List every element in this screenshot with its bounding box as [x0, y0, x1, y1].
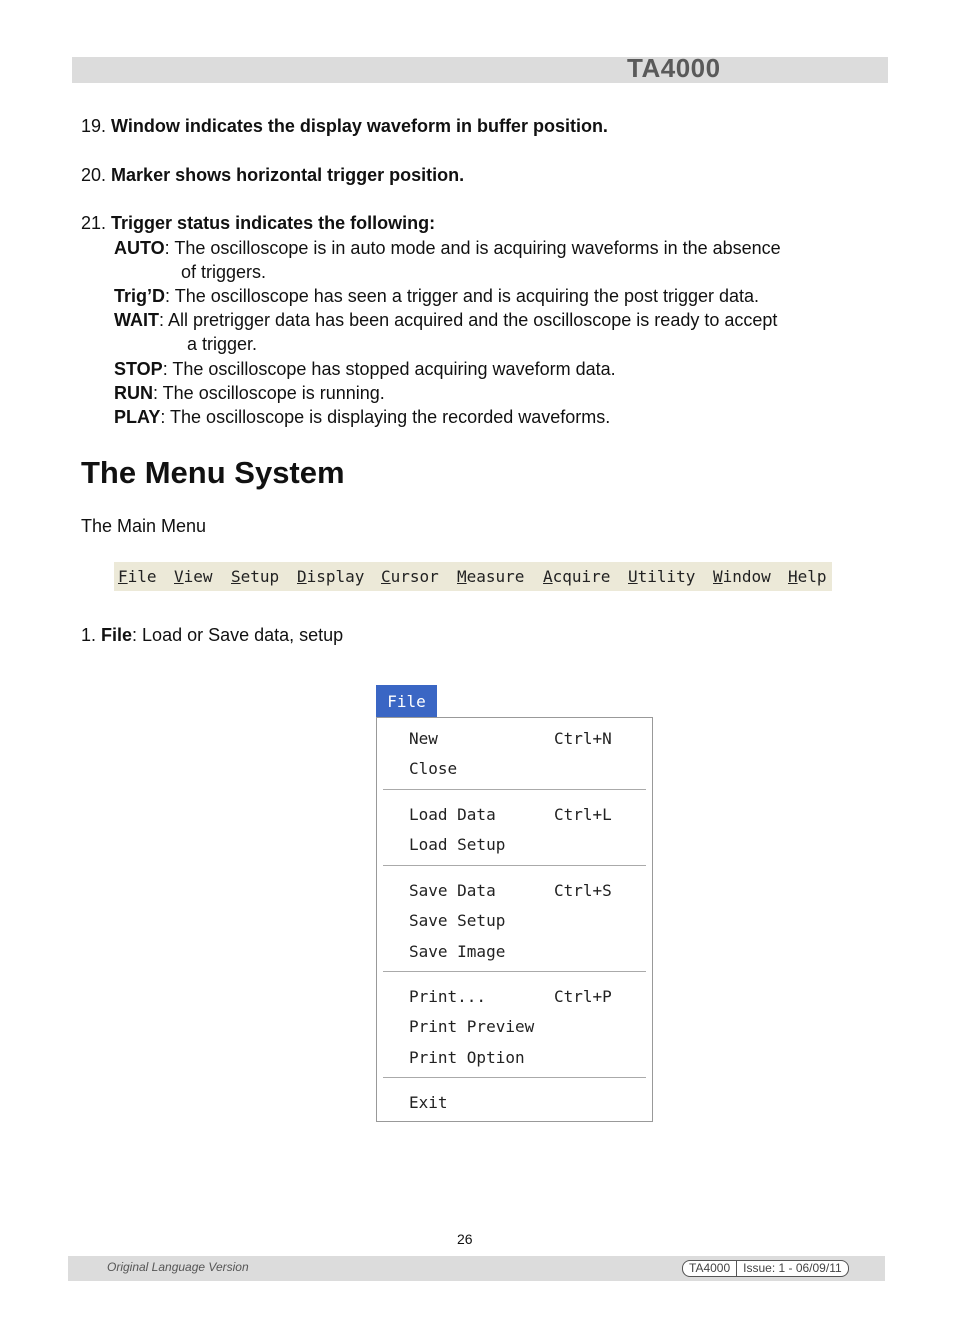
footer-issue: Issue: 1 - 06/09/11	[736, 1261, 848, 1276]
menu-separator	[383, 865, 646, 867]
definition-desc: : All pretrigger data has been acquired and the oscilloscope is ready to accept	[159, 310, 778, 330]
menu-item-save-image[interactable]: Save Image	[409, 942, 506, 961]
file-menu-screenshot	[376, 685, 653, 1122]
item-number: 1.	[81, 625, 97, 645]
menu-item-save-setup[interactable]: Save Setup	[409, 911, 506, 930]
definition-trigd	[114, 284, 874, 308]
file-menu-dropdown	[376, 717, 653, 1122]
definition-term: File	[101, 625, 133, 645]
definition-desc: : The oscilloscope is in auto mode and is acquiring waveforms in the absence	[164, 238, 781, 258]
section-title: The Menu System	[81, 455, 345, 490]
menu-item-close[interactable]: Close	[409, 759, 458, 778]
menu-window[interactable]: Window	[713, 567, 771, 586]
menu-item-print[interactable]: Print...	[409, 987, 487, 1006]
list-item-20	[81, 164, 464, 186]
definition-desc: : The oscilloscope is displaying the recorded waveforms.	[160, 407, 611, 427]
footer-issue-badge	[682, 1260, 849, 1277]
item-text: Window indicates the display waveform in buffer position.	[111, 116, 608, 136]
item-text: Trigger status indicates the following:	[111, 213, 436, 233]
definition-term: AUTO	[114, 238, 165, 258]
item-number: 19.	[81, 116, 107, 136]
menu-acquire[interactable]: Acquire	[543, 567, 611, 586]
menu-display[interactable]: Display	[297, 567, 365, 586]
definition-wait	[114, 308, 874, 356]
menu-help[interactable]: Help	[788, 567, 827, 586]
definition-desc: : The oscilloscope has stopped acquiring waveform data.	[162, 359, 616, 379]
item-number: 20.	[81, 165, 107, 185]
definition-term: STOP	[114, 359, 163, 379]
definition-desc: : The oscilloscope has seen a trigger and is acquiring the post trigger data.	[165, 286, 760, 306]
definition-term: Trig’D	[114, 286, 166, 306]
menu-utility[interactable]: Utility	[628, 567, 696, 586]
definition-run	[114, 381, 874, 405]
footer-language-note: Original Language Version	[107, 1260, 249, 1274]
menu-item-print-preview[interactable]: Print Preview	[409, 1017, 535, 1036]
definition-play	[114, 405, 874, 429]
item-number: 21.	[81, 213, 107, 233]
menu-separator	[383, 1077, 646, 1079]
menu-separator	[383, 971, 646, 973]
menu-item-exit[interactable]: Exit	[409, 1093, 448, 1112]
definition-auto	[114, 236, 874, 284]
menu-item-load-data[interactable]: Load Data	[409, 805, 496, 824]
menu-file[interactable]: File	[118, 567, 157, 586]
definition-desc: : Load or Save data, setup	[132, 625, 344, 645]
shortcut-new: Ctrl+N	[554, 729, 612, 748]
definition-desc-continued: a trigger.	[187, 334, 258, 354]
menu-item-load-setup[interactable]: Load Setup	[409, 835, 506, 854]
menu-item-new[interactable]: New	[409, 729, 438, 748]
file-description	[81, 625, 343, 646]
shortcut-load-data: Ctrl+L	[554, 805, 612, 824]
shortcut-print: Ctrl+P	[554, 987, 612, 1006]
menu-item-save-data[interactable]: Save Data	[409, 881, 496, 900]
section-subhead: The Main Menu	[81, 516, 207, 536]
menu-measure[interactable]: Measure	[457, 567, 525, 586]
item-text: Marker shows horizontal trigger position.	[111, 165, 465, 185]
menu-cursor[interactable]: Cursor	[381, 567, 439, 586]
page-number: 26	[457, 1231, 473, 1247]
menu-view[interactable]: View	[174, 567, 213, 586]
list-item-21	[81, 212, 435, 234]
menu-setup[interactable]: Setup	[231, 567, 280, 586]
definition-desc-continued: of triggers.	[181, 262, 267, 282]
definition-term: PLAY	[114, 407, 161, 427]
definition-desc: : The oscilloscope is running.	[153, 383, 385, 403]
definition-term: WAIT	[114, 310, 159, 330]
definition-term: RUN	[114, 383, 153, 403]
file-menu-tab[interactable]: File	[376, 685, 437, 717]
header-bar	[72, 57, 888, 83]
list-item-19	[81, 115, 608, 137]
definition-stop	[114, 357, 874, 381]
main-menu-bar	[114, 562, 832, 591]
header-title: TA4000	[627, 53, 721, 83]
menu-separator	[383, 789, 646, 791]
menu-item-print-option[interactable]: Print Option	[409, 1048, 525, 1067]
shortcut-save-data: Ctrl+S	[554, 881, 612, 900]
footer-model: TA4000	[689, 1261, 731, 1275]
